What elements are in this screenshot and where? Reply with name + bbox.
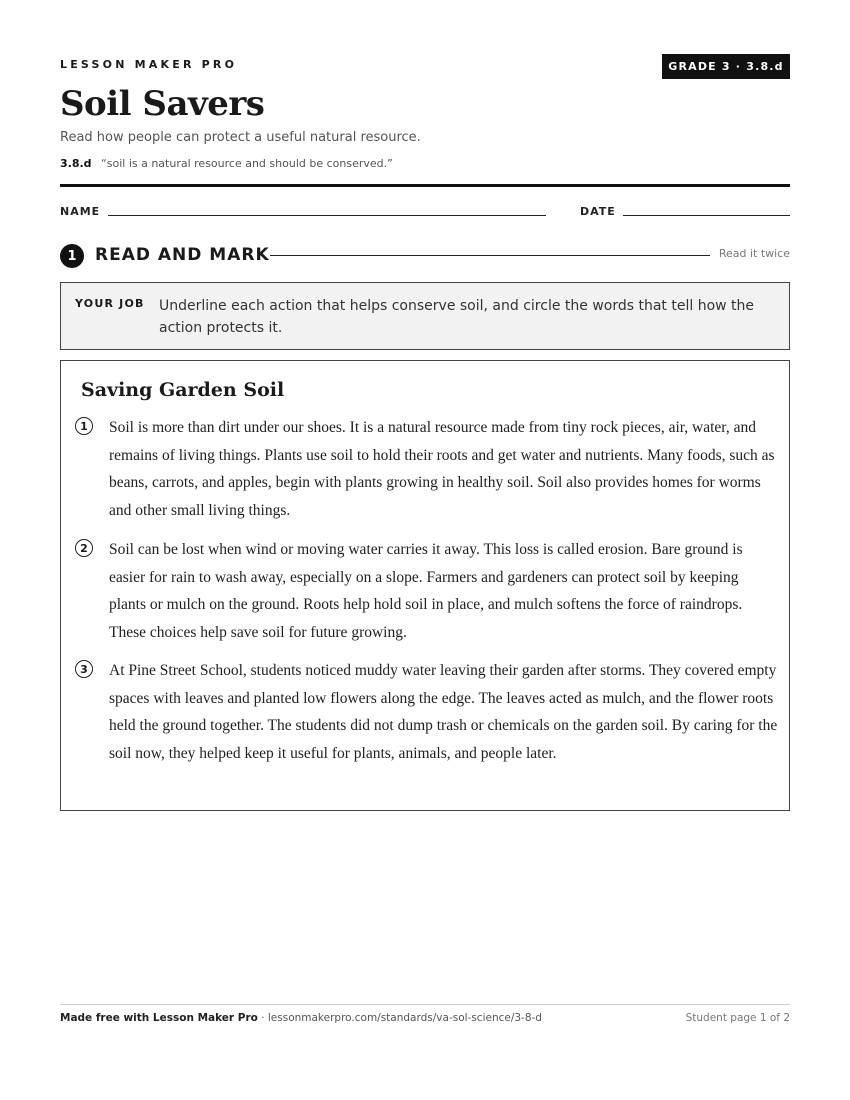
section-rule: [270, 255, 710, 256]
footer-url[interactable]: lessonmakerpro.com/standards/va-sol-science/3-8-d: [267, 1012, 542, 1024]
header-divider: [60, 184, 790, 187]
page-number: Student page 1 of 2: [685, 1012, 790, 1024]
footer-divider: [60, 1004, 790, 1005]
footer-brand: Made free with Lesson Maker Pro: [60, 1012, 258, 1024]
brand-name: LESSON MAKER PRO: [60, 58, 238, 71]
paragraph-number: 1: [75, 417, 93, 435]
passage-title: Saving Garden Soil: [81, 379, 285, 401]
section-header: [60, 243, 790, 269]
standard-line: [60, 157, 393, 170]
name-label: NAME: [60, 205, 101, 218]
instructions-box: [60, 282, 790, 350]
section-number: 1: [60, 244, 84, 268]
section-note: Read it twice: [718, 247, 790, 260]
page-title: Soil Savers: [60, 84, 265, 124]
reading-passage: [60, 360, 790, 811]
instructions-text: Underline each action that helps conserve soil, and circle the words that tell how the action protects it.: [159, 298, 755, 336]
grade-badge: GRADE 3 · 3.8.d: [662, 54, 790, 79]
date-field[interactable]: [623, 215, 790, 216]
name-field[interactable]: [108, 215, 546, 216]
paragraph-text[interactable]: Soil can be lost when wind or moving water carries it away. This loss is called erosion. Bare ground is easier for rain to wash away, especially on a slope. Farmers and gardeners can protect soil by keeping plants or mulch on the ground. Roots help hold soil in place, and mulch softens the force of raindrops. These choices help save soil for future growing.: [109, 541, 743, 641]
instructions-label: YOUR JOB: [75, 297, 145, 310]
standard-code: 3.8.d: [60, 157, 92, 170]
paragraph-text[interactable]: Soil is more than dirt under our shoes. It is a natural resource made from tiny rock pieces, air, water, and remains of living things. Plants use soil to hold their roots and get water and nutrients. Many foods, such as beans, carrots, and apples, begin with plants growing in healthy soil. Soil also provides homes for worms and other small living things.: [109, 419, 775, 519]
footer-separator: ·: [257, 1012, 268, 1024]
page-subtitle: Read how people can protect a useful natural resource.: [60, 130, 421, 145]
paragraph-text[interactable]: At Pine Street School, students noticed muddy water leaving their garden after storms. They covered empty spaces with leaves and planted low flowers along the edge. The leaves acted as mulch, and the flower roots held the ground together. The students did not dump trash or chemicals on the garden soil. By caring for the soil now, they helped keep it useful for plants, animals, and people later.: [109, 662, 778, 762]
worksheet-page: [60, 0, 790, 1100]
paragraph-number: 3: [75, 660, 93, 678]
footer-credit: [60, 1012, 542, 1024]
paragraph-number: 2: [75, 539, 93, 557]
section-title: READ AND MARK: [95, 245, 270, 265]
standard-text: “soil is a natural resource and should be conserved.”: [101, 157, 393, 170]
date-label: DATE: [580, 205, 616, 218]
